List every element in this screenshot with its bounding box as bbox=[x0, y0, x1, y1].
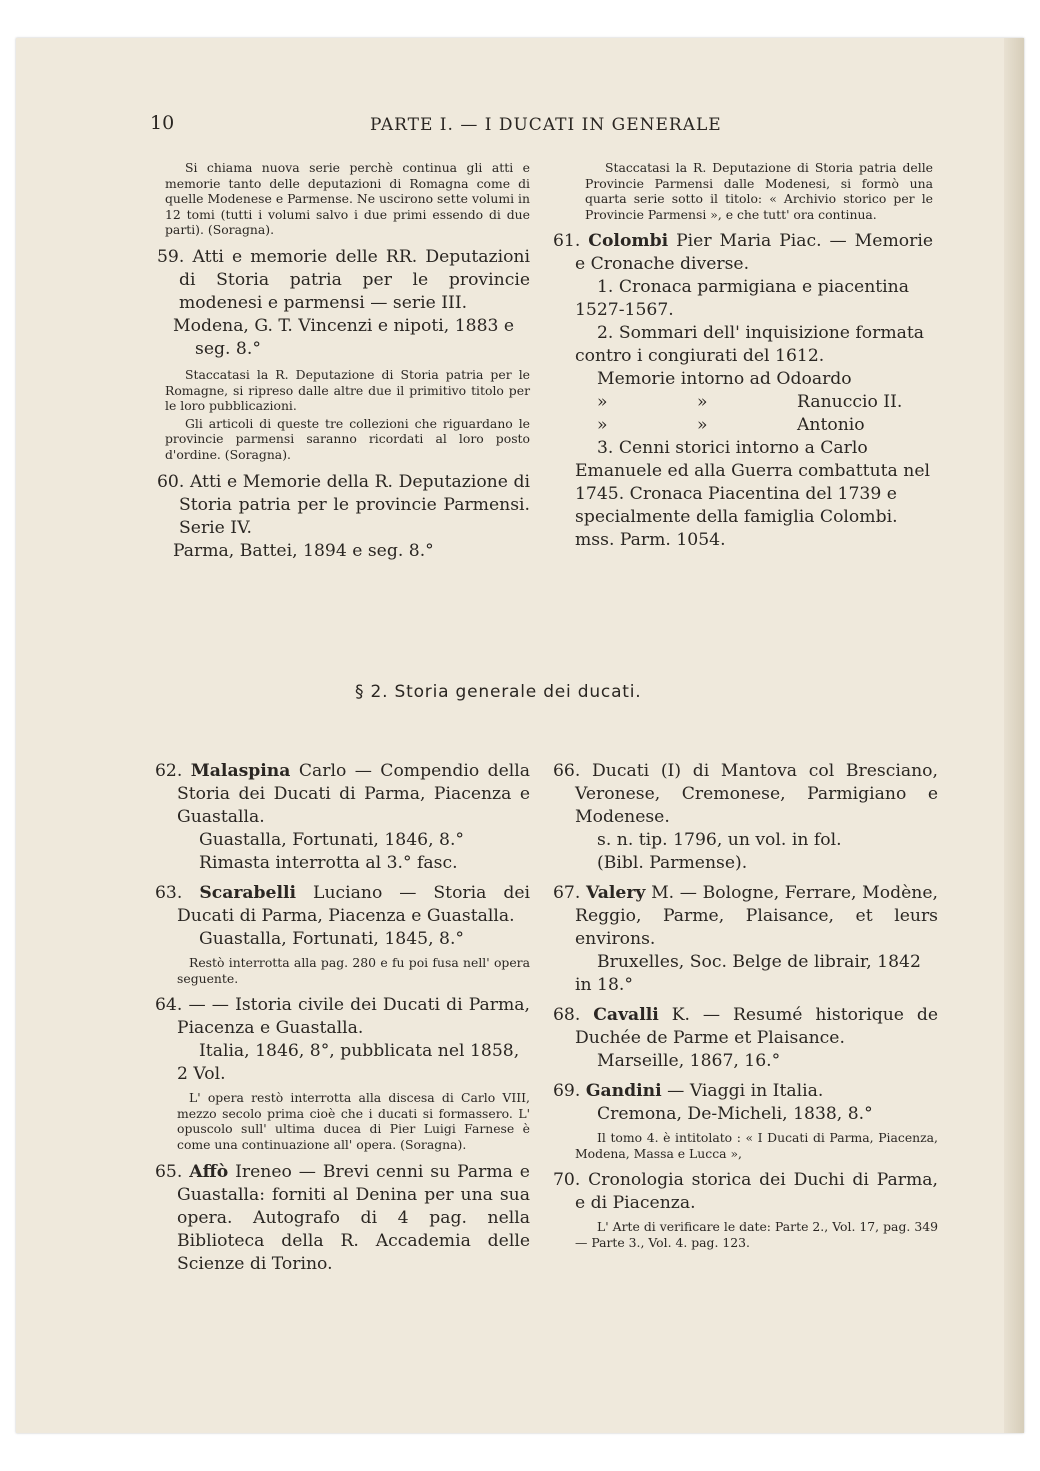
right-column-bottom bbox=[553, 760, 938, 1258]
ditto-mark: » bbox=[597, 415, 608, 436]
entry-68 bbox=[553, 1004, 938, 1050]
right-column-top bbox=[553, 160, 933, 552]
entry-60-publication: Parma, Battei, 1894 e seg. 8.° bbox=[173, 540, 434, 561]
entry-author: Colombi bbox=[588, 231, 669, 252]
running-head: PARTE I. — I DUCATI IN GENERALE bbox=[370, 115, 722, 135]
entry-61-item-1: 1. Cronaca parmigiana e piacentina 1527-1567. bbox=[575, 277, 909, 321]
entry-number: 60. bbox=[157, 471, 185, 492]
entry-author: Scarabelli bbox=[199, 883, 297, 903]
entry-61-item-3: 3. Cenni storici intorno a Carlo Emanuele ed alla Guerra combattuta nel 1745. Cronaca Piacentina del 1739 e specialmente della famiglia Colombi. mss. Parm. 1054. bbox=[575, 438, 930, 551]
entry-59-note: Staccatasi la R. Deputazione di Storia patria per le Romagne, si ripreso dalle altre due il primitivo titolo per le loro pubblicazioni. bbox=[165, 366, 530, 414]
entry-author: Valery bbox=[586, 883, 646, 903]
entry-69 bbox=[553, 1080, 938, 1103]
entry-70 bbox=[553, 1169, 938, 1215]
entry-59 bbox=[157, 246, 530, 315]
entry-68-publication: Marseille, 1867, 16.° bbox=[597, 1051, 781, 1071]
entry-title: — Viaggi in Italia. bbox=[667, 1081, 824, 1101]
entry-63-note: Restò interrotta alla pag. 280 e fu poi fusa nell' opera seguente. bbox=[177, 955, 530, 986]
entry-number: 62. bbox=[155, 761, 183, 781]
entry-number: 65. bbox=[155, 1161, 183, 1182]
entry-66-publication: s. n. tip. 1796, un vol. in fol. bbox=[597, 830, 842, 850]
entry-66-library: (Bibl. Parmense). bbox=[597, 853, 748, 873]
page-edge bbox=[1004, 38, 1024, 1433]
entry-author: Cavalli bbox=[593, 1005, 659, 1025]
entry-64 bbox=[155, 994, 530, 1040]
entry-62-remark: Rimasta interrotta al 3.° fasc. bbox=[199, 853, 458, 873]
entry-69-note: Il tomo 4. è intitolato : « I Ducati di Parma, Piacenza, Modena, Massa e Lucca », bbox=[575, 1130, 938, 1161]
intro-note: Si chiama nuova serie perchè continua gli atti e memorie tanto delle deputazioni di Romagna come di quelle Modenese e Parmense. Ne uscirono sette volumi in 12 tomi (tutti i volumi salvo i due primi essendo di due parti). (Soragna). bbox=[165, 160, 530, 238]
entry-67-publication: Bruxelles, Soc. Belge de librair, 1842 in 18.° bbox=[575, 952, 921, 995]
entry-61-item-2b: Memorie intorno ad Odoardo bbox=[597, 369, 852, 390]
entry-title: Cronologia storica dei Duchi di Parma, e di Piacenza. bbox=[575, 1170, 938, 1214]
entry-title: Ireneo — Brevi cenni su Parma e Guastalla: forniti al Denina per una sua opera. Autografo di 4 pag. nella Biblioteca della R. Accademia delle Scienze di Torino. bbox=[177, 1161, 530, 1274]
entry-number: 64. bbox=[155, 995, 183, 1016]
entry-number: 61. bbox=[553, 231, 581, 252]
entry-title: Ducati (I) di Mantova col Bresciano, Veronese, Cremonese, Parmigiano e Modenese. bbox=[575, 761, 938, 827]
entry-62 bbox=[155, 760, 530, 829]
entry-number: 68. bbox=[553, 1005, 581, 1025]
intro-note: Staccatasi la R. Deputazione di Storia patria delle Provincie Parmensi dalle Modenesi, si formò una quarta serie sotto il titolo: « Archivio storico per le Provincie Parmensi », e che tutt' ora continua. bbox=[585, 160, 933, 222]
entry-number: 66. bbox=[553, 761, 581, 781]
entry-63-publication: Guastalla, Fortunati, 1845, 8.° bbox=[199, 929, 465, 949]
entry-61 bbox=[553, 230, 933, 276]
entry-64-note: L' opera restò interrotta alla discesa di Carlo VIII, mezzo secolo prima cioè che i ducati si formassero. L' opuscolo sull' ultima ducea di Pier Luigi Farnese è come una continuazione all' opera. (Soragna). bbox=[177, 1090, 530, 1152]
entry-number: 69. bbox=[553, 1081, 581, 1101]
entry-title: Carlo — Compendio della Storia dei Ducati di Parma, Piacenza e Guastalla. bbox=[177, 761, 530, 827]
entry-69-publication: Cremona, De-Micheli, 1838, 8.° bbox=[597, 1104, 873, 1124]
section-title: § 2. Storia generale dei ducati. bbox=[355, 682, 642, 702]
entry-number: 70. bbox=[553, 1170, 581, 1191]
entry-59-publication: Modena, G. T. Vincenzi e nipoti, 1883 e seg. 8.° bbox=[173, 315, 515, 359]
entry-number: 59. bbox=[157, 246, 185, 267]
entry-title: Luciano — Storia dei Ducati di Parma, Piacenza e Guastalla. bbox=[177, 883, 531, 926]
entry-title: Atti e memorie delle RR. Deputazioni di Storia patria per le provincie modenesi e parmensi — serie III. bbox=[179, 246, 530, 313]
entry-64-publication: Italia, 1846, 8°, pubblicata nel 1858, 2 Vol. bbox=[177, 1041, 520, 1085]
ditto-row bbox=[553, 414, 933, 437]
entry-title: — — Istoria civile dei Ducati di Parma, Piacenza e Guastalla. bbox=[177, 995, 530, 1039]
entry-62-publication: Guastalla, Fortunati, 1846, 8.° bbox=[199, 830, 465, 850]
ditto-mark: » bbox=[697, 415, 708, 436]
entry-author: Malaspina bbox=[190, 761, 291, 781]
page-number: 10 bbox=[150, 112, 175, 134]
entry-number: 63. bbox=[155, 883, 183, 903]
entry-59-note: Gli articoli di queste tre collezioni che riguardano le provincie parmensi saranno ricordati al loro posto d'ordine. (Soragna). bbox=[165, 415, 530, 462]
entry-title: M. — Bologne, Ferrare, Modène, Reggio, Parme, Plaisance, et leurs environs. bbox=[575, 883, 938, 949]
entry-66 bbox=[553, 760, 938, 829]
entry-author: Gandini bbox=[585, 1081, 662, 1101]
ditto-name: Ranuccio II. bbox=[797, 392, 903, 413]
entry-67 bbox=[553, 882, 938, 951]
entry-63 bbox=[155, 882, 530, 928]
entry-author: Affò bbox=[189, 1161, 229, 1182]
entry-number: 67. bbox=[553, 883, 581, 903]
left-column-top bbox=[157, 160, 530, 563]
entry-70-note: L' Arte di verificare le date: Parte 2., Vol. 17, pag. 349 — Parte 3., Vol. 4. pag. 123. bbox=[575, 1219, 938, 1250]
ditto-mark: » bbox=[597, 392, 608, 413]
entry-title: K. — Resumé historique de Duchée de Parme et Plaisance. bbox=[575, 1005, 939, 1048]
ditto-name: Antonio bbox=[797, 415, 865, 436]
entry-60 bbox=[157, 471, 530, 540]
ditto-mark: » bbox=[697, 392, 708, 413]
entry-title: Pier Maria Piac. — Memorie e Cronache diverse. bbox=[575, 231, 933, 275]
entry-61-item-2: 2. Sommari dell' inquisizione formata contro i congiurati del 1612. bbox=[575, 323, 925, 367]
entry-title: Atti e Memorie della R. Deputazione di Storia patria per le provincie Parmensi. Serie IV. bbox=[179, 471, 530, 538]
entry-65 bbox=[155, 1161, 530, 1276]
left-column-bottom bbox=[155, 760, 530, 1276]
ditto-row bbox=[553, 391, 933, 414]
